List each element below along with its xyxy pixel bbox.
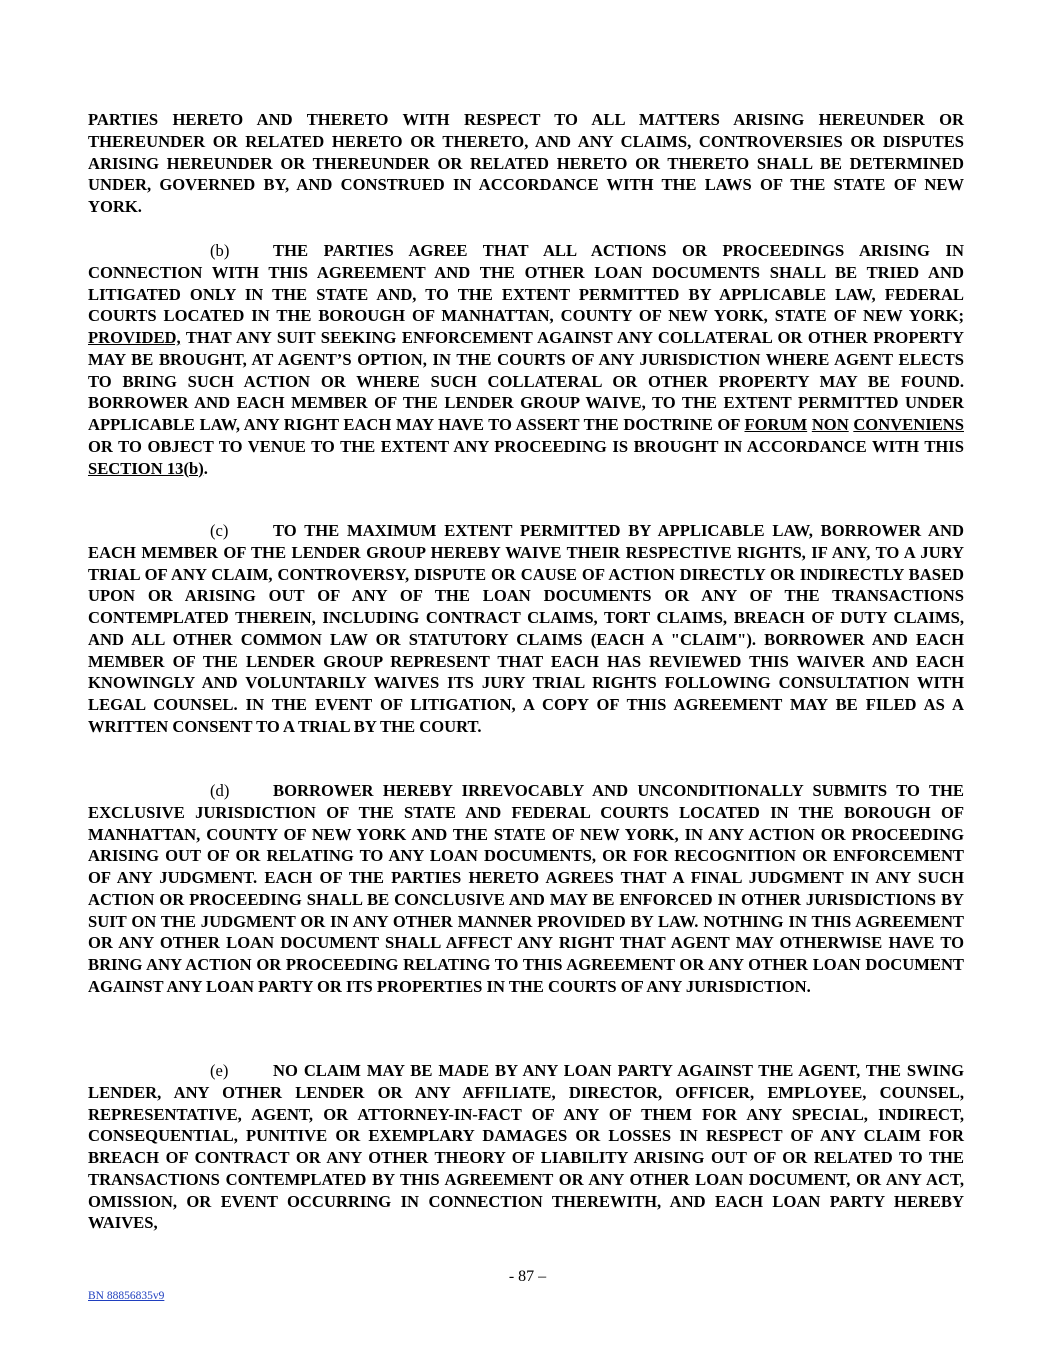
paragraph-text: THE PARTIES AGREE THAT ALL ACTIONS OR PROCEEDINGS ARISING IN CONNECTION WITH THIS AGREEMENT AND THE OTHER LOAN DOCUMENTS SHALL BE TRIED AND LITIGATED ONLY IN THE STATE AND, TO THE EXTENT PERMITTED BY APPLICABLE LAW, FEDERAL COURTS LOCATED IN THE BOROUGH OF MANHATTAN, COUNTY OF NEW YORK, STATE OF NEW YORK; <box>88 241 964 326</box>
paragraph-text: TO THE MAXIMUM EXTENT PERMITTED BY APPLICABLE LAW, BORROWER AND EACH MEMBER OF THE LENDER GROUP HEREBY WAIVE THEIR RESPECTIVE RIGHTS, IF ANY, TO A JURY TRIAL OF ANY CLAIM, CONTROVERSY, DISPUTE OR CAUSE OF ACTION DIRECTLY OR INDIRECTLY BASED UPON OR ARISING OUT OF ANY OF THE LOAN DOCUMENTS OR ANY OF THE TRANSACTIONS CONTEMPLATED THEREIN, INCLUDING CONTRACT CLAIMS, TORT CLAIMS, BREACH OF DUTY CLAIMS, AND ALL OTHER COMMON LAW OR STATUTORY CLAIMS (EACH A "CLAIM"). BORROWER AND EACH MEMBER OF THE LENDER GROUP REPRESENT THAT EACH HAS REVIEWED THIS WAIVER AND EACH KNOWINGLY AND VOLUNTARILY WAIVES ITS JURY TRIAL RIGHTS FOLLOWING CONSULTATION WITH LEGAL COUNSEL. IN THE EVENT OF LITIGATION, A COPY OF THIS AGREEMENT MAY BE FILED AS A WRITTEN CONSENT TO A TRIAL BY THE COURT. <box>88 521 964 736</box>
paragraph-text: NO CLAIM MAY BE MADE BY ANY LOAN PARTY AGAINST THE AGENT, THE SWING LENDER, ANY OTHER LENDER OR ANY AFFILIATE, DIRECTOR, OFFICER, EMPLOYEE, COUNSEL, REPRESENTATIVE, AGENT, OR ATTORNEY-IN-FACT OF ANY OF THEM FOR ANY SPECIAL, INDIRECT, CONSEQUENTIAL, PUNITIVE OR EXEMPLARY DAMAGES OR LOSSES IN RESPECT OF ANY CLAIM FOR BREACH OF CONTRACT OR ANY OTHER THEORY OF LIABILITY ARISING OUT OF OR RELATED TO THE TRANSACTIONS CONTEMPLATED BY THIS AGREEMENT OR ANY OTHER LOAN DOCUMENT, OR ANY ACT, OMISSION, OR EVENT OCCURRING IN CONNECTION THEREWITH, AND EACH LOAN PARTY HEREBY WAIVES, <box>88 1061 964 1233</box>
paragraph-d <box>88 780 964 998</box>
forum-term: FORUM <box>744 415 808 434</box>
paragraph-marker: (d) <box>210 781 230 800</box>
paragraph-b <box>88 240 964 479</box>
paragraph-text: THAT ANY SUIT SEEKING ENFORCEMENT AGAINST ANY COLLATERAL OR OTHER PROPERTY MAY BE BROUGHT, AT AGENT’S OPTION, IN THE COURTS OF ANY JURISDICTION WHERE AGENT ELECTS TO BRING SUCH ACTION OR WHERE SUCH COLLATERAL OR OTHER PROPERTY MAY BE FOUND. BORROWER AND EACH MEMBER OF THE LENDER GROUP WAIVE, TO THE EXTENT PERMITTED UNDER APPLICABLE LAW, ANY RIGHT EACH MAY HAVE TO ASSERT THE DOCTRINE OF <box>88 328 964 434</box>
paragraph-marker: (e) <box>210 1061 229 1080</box>
non-term: NON <box>811 415 849 434</box>
paragraph-governing-law-continued <box>88 109 964 218</box>
paragraph-text: PARTIES HERETO AND THERETO WITH RESPECT TO ALL MATTERS ARISING HEREUNDER OR THEREUNDER OR RELATED HERETO OR THERETO, AND ANY CLAIMS, CONTROVERSIES OR DISPUTES ARISING HEREUNDER OR THEREUNDER OR RELATED HERETO OR THERETO SHALL BE DETERMINED UNDER, GOVERNED BY, AND CONSTRUED IN ACCORDANCE WITH THE LAWS OF THE STATE OF NEW YORK. <box>88 110 964 216</box>
paragraph-marker: (b) <box>210 241 230 260</box>
section-reference: SECTION 13(b) <box>88 458 204 478</box>
paragraph-text: OR TO OBJECT TO VENUE TO THE EXTENT ANY PROCEEDING IS BROUGHT IN ACCORDANCE WITH THIS <box>88 436 964 456</box>
document-id: BN 88856835v9 <box>88 1290 165 1302</box>
paragraph-marker: (c) <box>210 521 229 540</box>
paragraph-text: BORROWER HEREBY IRREVOCABLY AND UNCONDITIONALLY SUBMITS TO THE EXCLUSIVE JURISDICTION OF THE STATE AND FEDERAL COURTS LOCATED IN THE BOROUGH OF MANHATTAN, COUNTY OF NEW YORK AND THE STATE OF NEW YORK, IN ANY ACTION OR PROCEEDING ARISING OUT OF OR RELATING TO ANY LOAN DOCUMENTS, OR FOR RECOGNITION OR ENFORCEMENT OF ANY JUDGMENT. EACH OF THE PARTIES HERETO AGREES THAT A FINAL JUDGMENT IN ANY SUCH ACTION OR PROCEEDING SHALL BE CONCLUSIVE AND MAY BE ENFORCED IN OTHER JURISDICTIONS BY SUIT ON THE JUDGMENT OR IN ANY OTHER MANNER PROVIDED BY LAW. NOTHING IN THIS AGREEMENT OR ANY OTHER LOAN DOCUMENT SHALL AFFECT ANY RIGHT THAT AGENT MAY OTHERWISE HAVE TO BRING ANY ACTION OR PROCEEDING RELATING TO THIS AGREEMENT OR ANY OTHER LOAN DOCUMENT AGAINST ANY LOAN PARTY OR ITS PROPERTIES IN THE COURTS OF ANY JURISDICTION. <box>88 781 964 996</box>
provided-term: PROVIDED, <box>88 328 181 347</box>
paragraph-c <box>88 520 964 738</box>
paragraph-text: . <box>203 458 208 478</box>
paragraph-e <box>88 1060 964 1234</box>
conveniens-term: CONVENIENS <box>853 415 964 434</box>
page-number: - 87 – <box>508 1268 547 1285</box>
